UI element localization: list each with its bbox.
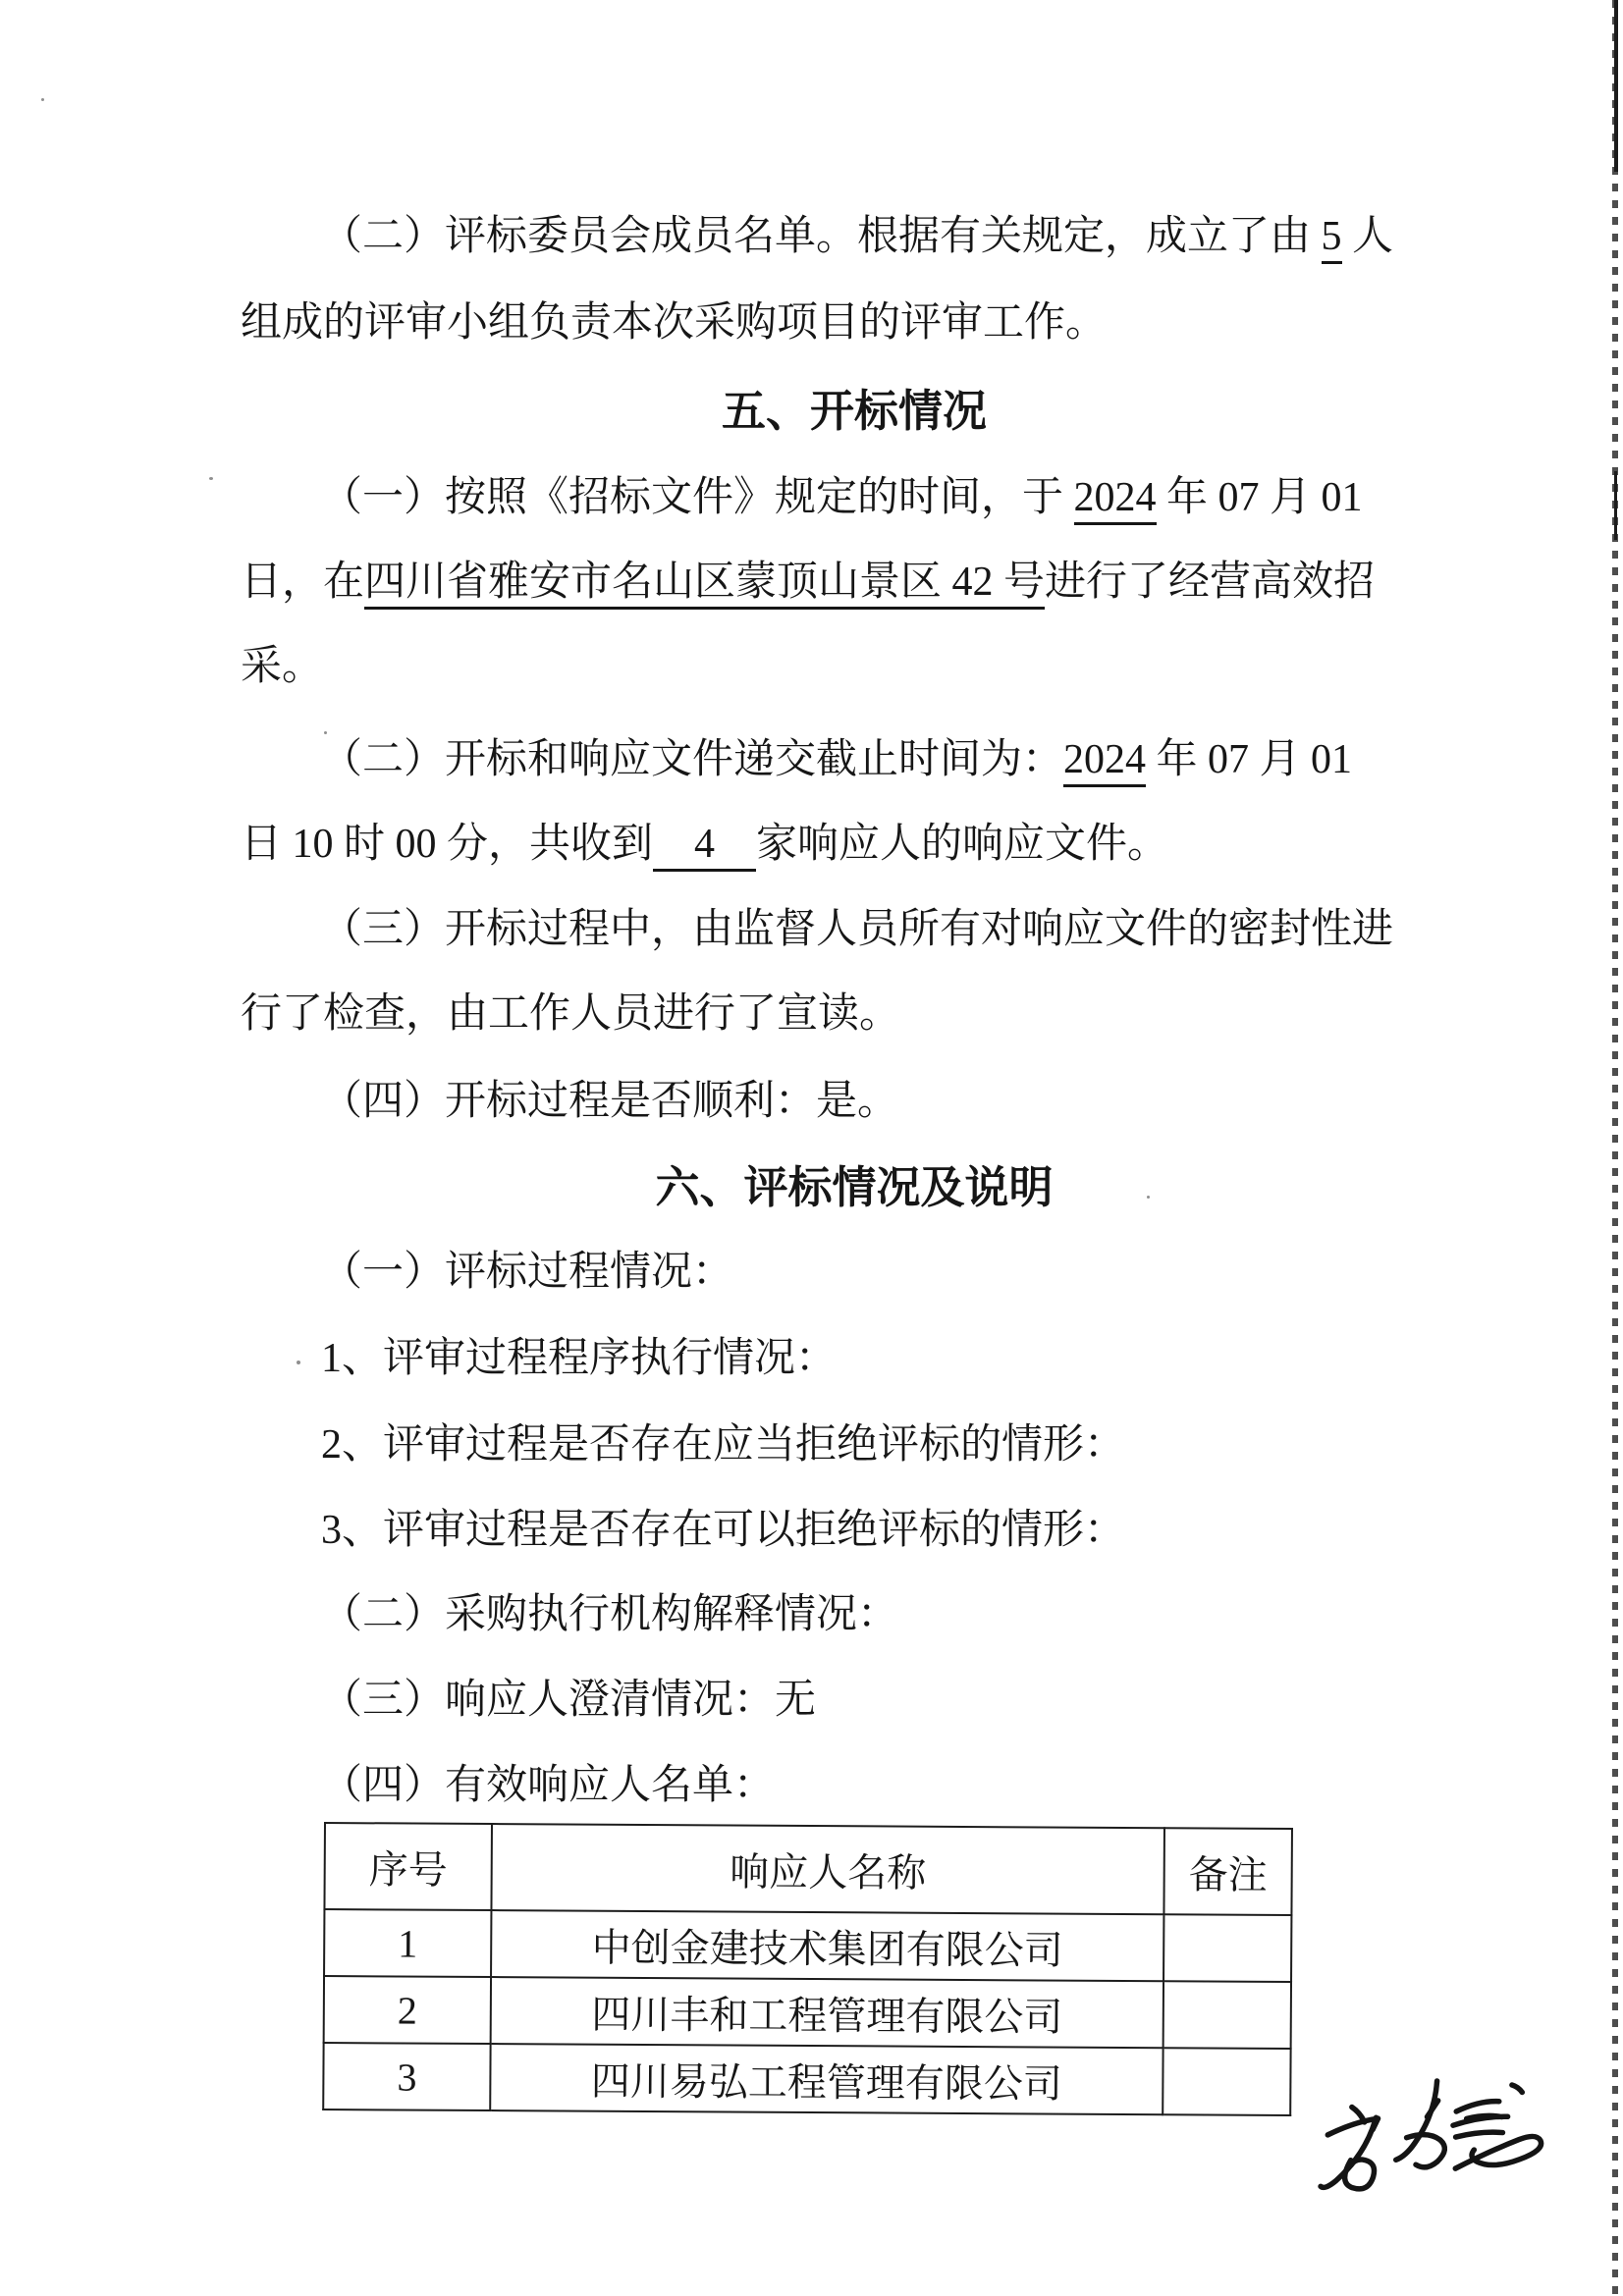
list-item-1 — [321, 1334, 837, 1383]
responder-name: 四川丰和工程管理有限公司 — [491, 1977, 1163, 2048]
text-segment: （四）开标过程是否顺利：是。 — [321, 1079, 899, 1124]
text-segment: 采。 — [241, 644, 324, 689]
table-row — [324, 1976, 1291, 2049]
text-segment: 3、评审过程是否存在可以拒绝评标的情形： — [321, 1508, 1126, 1553]
para-6-2 — [321, 1590, 898, 1639]
handwritten-signature — [1307, 2064, 1569, 2224]
para-5-1-line3 — [241, 642, 323, 691]
table-header-row — [324, 1823, 1292, 1915]
scan-noise-dot — [297, 1361, 300, 1364]
text-segment: （一）按照《招标文件》规定的时间，于 — [321, 475, 1074, 520]
text-segment: 日，在 — [241, 560, 365, 605]
text-segment: （一）评标过程情况： — [321, 1250, 734, 1295]
row-note — [1163, 2048, 1290, 2115]
scan-noise-dot — [324, 731, 327, 734]
list-item-2 — [321, 1420, 1125, 1469]
para-6-1 — [321, 1248, 733, 1297]
section-heading-5 — [285, 385, 1424, 438]
text-segment: 2、评审过程是否存在应当拒绝评标的情形： — [321, 1422, 1126, 1468]
para-committee-line2 — [241, 298, 1107, 347]
text-segment: 人 — [1341, 214, 1394, 259]
para-5-1-line1 — [321, 473, 1363, 522]
underlined-value: 4 — [653, 822, 756, 872]
row-note — [1163, 1981, 1291, 2049]
para-5-2-line1 — [321, 735, 1352, 784]
scan-noise-dot — [209, 477, 213, 480]
text-segment: （二）采购执行机构解释情况： — [321, 1592, 899, 1637]
underlined-value: 5 — [1322, 214, 1342, 264]
text-segment: 五、开标情况 — [721, 387, 987, 436]
text-segment: （三）开标过程中，由监督人员所有对响应文件的密封性进 — [321, 907, 1394, 952]
text-segment: 家响应人的响应文件。 — [756, 822, 1169, 867]
underlined-value: 2024 — [1063, 737, 1146, 787]
responder-name: 中创金建技术集团有限公司 — [491, 1910, 1163, 1981]
para-5-2-line2 — [241, 820, 1168, 869]
row-note — [1163, 1914, 1291, 1982]
underlined-value: 四川省雅安市名山区蒙顶山景区 42 号 — [364, 560, 1045, 610]
text-segment: 组成的评审小组负责本次采购项目的评审工作。 — [241, 300, 1108, 346]
text-segment: 1、评审过程程序执行情况： — [321, 1336, 838, 1381]
row-index: 2 — [324, 1976, 491, 2044]
para-6-3 — [321, 1676, 816, 1725]
table-row — [323, 2043, 1290, 2115]
responder-table-grid — [322, 1822, 1293, 2116]
responder-name: 四川易弘工程管理有限公司 — [490, 2044, 1163, 2114]
col-header-index: 序号 — [324, 1823, 492, 1910]
col-header-note: 备注 — [1163, 1828, 1292, 1915]
scan-edge-artifact — [1614, 471, 1617, 540]
text-segment: 日 10 时 00 分，共收到 — [241, 822, 654, 867]
text-segment: 年 07 月 01 — [1146, 737, 1353, 782]
text-segment: （四）有效响应人名单： — [321, 1763, 776, 1808]
text-segment: 年 07 月 01 — [1156, 475, 1363, 520]
text-segment: 行了检查，由工作人员进行了宣读。 — [241, 991, 901, 1037]
para-5-4 — [321, 1077, 898, 1126]
text-segment: （二）开标和响应文件递交截止时间为： — [321, 737, 1064, 782]
para-committee-line1 — [321, 212, 1393, 261]
row-index: 1 — [324, 1909, 491, 1977]
text-segment: 六、评标情况及说明 — [655, 1163, 1054, 1212]
scan-edge-artifact — [1612, 0, 1618, 2296]
scan-edge-artifact — [1614, 0, 1618, 172]
text-segment: （二）评标委员会成员名单。根据有关规定，成立了由 — [321, 214, 1322, 259]
scan-noise-dot — [1147, 1196, 1150, 1199]
list-item-3 — [321, 1506, 1125, 1555]
responder-table — [322, 1822, 1293, 2116]
col-header-responder-name: 响应人名称 — [491, 1824, 1164, 1914]
para-6-4 — [321, 1761, 775, 1810]
text-segment: （三）响应人澄清情况：无 — [321, 1678, 817, 1723]
para-5-1-line2 — [241, 558, 1375, 607]
row-index: 3 — [323, 2043, 490, 2110]
table-row — [324, 1909, 1291, 1982]
para-5-3-line1 — [321, 905, 1393, 954]
section-heading-6 — [285, 1161, 1424, 1214]
text-segment: 进行了经营高效招 — [1045, 560, 1376, 605]
scan-noise-dot — [41, 98, 44, 101]
underlined-value: 2024 — [1074, 475, 1157, 525]
para-5-3-line2 — [241, 989, 900, 1039]
